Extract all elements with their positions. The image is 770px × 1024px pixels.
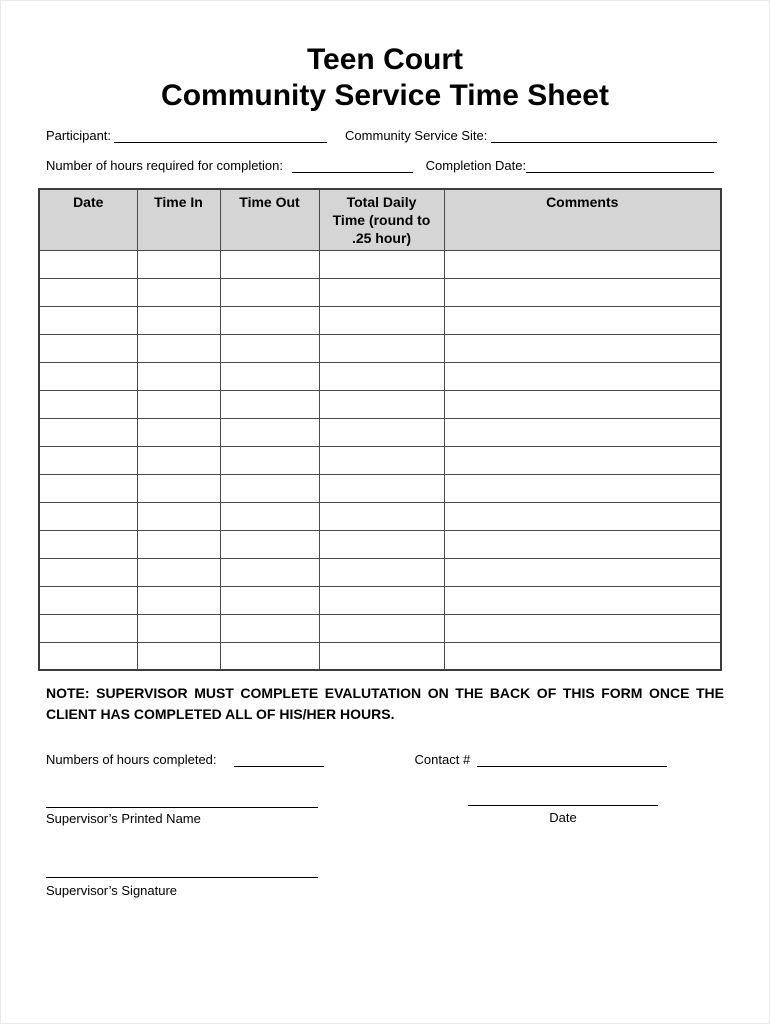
- table-cell-empty[interactable]: [444, 362, 721, 390]
- col-header-time-out: Time Out: [220, 189, 319, 250]
- table-cell-empty[interactable]: [444, 642, 721, 670]
- table-cell-empty[interactable]: [220, 418, 319, 446]
- table-cell-empty[interactable]: [137, 474, 220, 502]
- table-row: [39, 586, 721, 614]
- table-cell-empty[interactable]: [319, 502, 444, 530]
- table-cell-empty[interactable]: [220, 642, 319, 670]
- contact-number-label: Contact #: [414, 752, 471, 767]
- table-row: [39, 278, 721, 306]
- table-cell-empty[interactable]: [220, 306, 319, 334]
- hours-completed-field-line[interactable]: [234, 752, 324, 767]
- table-cell-empty[interactable]: [39, 474, 137, 502]
- table-cell-empty[interactable]: [39, 362, 137, 390]
- timesheet-body: [39, 250, 721, 670]
- table-cell-empty[interactable]: [137, 362, 220, 390]
- table-cell-empty[interactable]: [319, 558, 444, 586]
- table-cell-empty[interactable]: [220, 586, 319, 614]
- community-service-site-field-line[interactable]: [491, 128, 717, 143]
- table-cell-empty[interactable]: [39, 390, 137, 418]
- community-service-site-label: Community Service Site:: [345, 128, 488, 143]
- table-row: [39, 474, 721, 502]
- table-cell-empty[interactable]: [444, 334, 721, 362]
- table-row: [39, 614, 721, 642]
- table-cell-empty[interactable]: [39, 306, 137, 334]
- table-cell-empty[interactable]: [319, 614, 444, 642]
- hours-completed-row: [46, 752, 667, 767]
- supervisor-note: NOTE: SUPERVISOR MUST COMPLETE EVALUTATION ON THE BACK OF THIS FORM ONCE THE CLIENT HAS COMPLETED ALL OF HIS/HER HOURS.: [46, 685, 724, 722]
- form-title: [1, 42, 769, 114]
- table-cell-empty[interactable]: [444, 250, 721, 278]
- table-cell-empty[interactable]: [444, 586, 721, 614]
- completion-date-field-line[interactable]: [526, 158, 714, 173]
- table-cell-empty[interactable]: [137, 530, 220, 558]
- table-cell-empty[interactable]: [39, 334, 137, 362]
- table-cell-empty[interactable]: [444, 614, 721, 642]
- table-cell-empty[interactable]: [39, 614, 137, 642]
- printed-name-field-line[interactable]: [46, 807, 318, 808]
- table-row: [39, 250, 721, 278]
- table-cell-empty[interactable]: [39, 586, 137, 614]
- table-cell-empty[interactable]: [319, 278, 444, 306]
- participant-label: Participant:: [46, 128, 112, 143]
- table-cell-empty[interactable]: [220, 250, 319, 278]
- table-header-row: [39, 189, 721, 250]
- hours-required-row: [46, 158, 714, 173]
- table-cell-empty[interactable]: [319, 334, 444, 362]
- hours-completed-label: Numbers of hours completed:: [46, 752, 217, 767]
- form-title-line2: Community Service Time Sheet: [161, 79, 609, 112]
- participant-field-line[interactable]: [114, 128, 327, 143]
- table-row: [39, 530, 721, 558]
- table-cell-empty[interactable]: [319, 362, 444, 390]
- table-cell-empty[interactable]: [39, 278, 137, 306]
- table-cell-empty[interactable]: [220, 390, 319, 418]
- table-cell-empty[interactable]: [444, 502, 721, 530]
- table-cell-empty[interactable]: [39, 446, 137, 474]
- supervisor-signature-label: Supervisor’s Signature: [46, 883, 178, 898]
- table-cell-empty[interactable]: [137, 250, 220, 278]
- hours-required-field-line[interactable]: [292, 158, 413, 173]
- table-cell-empty[interactable]: [137, 306, 220, 334]
- date-field-line[interactable]: [468, 805, 658, 806]
- col-header-date: Date: [39, 189, 137, 250]
- table-cell-empty[interactable]: [220, 614, 319, 642]
- table-cell-empty[interactable]: [319, 530, 444, 558]
- completion-date-label: Completion Date:: [425, 158, 527, 173]
- table-cell-empty[interactable]: [137, 334, 220, 362]
- table-cell-empty[interactable]: [137, 586, 220, 614]
- hours-required-label: Number of hours required for completion:: [46, 158, 284, 173]
- form-title-line1: Teen Court: [306, 43, 464, 76]
- table-cell-empty[interactable]: [220, 558, 319, 586]
- table-cell-empty[interactable]: [444, 418, 721, 446]
- timesheet-table: [38, 188, 722, 671]
- table-cell-empty[interactable]: [444, 446, 721, 474]
- col-header-time-in: Time In: [137, 189, 220, 250]
- col-header-total-daily-time: Total Daily Time (round to .25 hour): [319, 189, 444, 250]
- table-row: [39, 390, 721, 418]
- table-cell-empty[interactable]: [319, 418, 444, 446]
- table-cell-empty[interactable]: [444, 390, 721, 418]
- table-cell-empty[interactable]: [444, 558, 721, 586]
- signature-field-line[interactable]: [46, 877, 318, 878]
- table-cell-empty[interactable]: [137, 614, 220, 642]
- table-cell-empty[interactable]: [319, 446, 444, 474]
- supervisor-printed-name-label: Supervisor’s Printed Name: [46, 811, 201, 826]
- table-cell-empty[interactable]: [137, 278, 220, 306]
- table-cell-empty[interactable]: [39, 530, 137, 558]
- table-row: [39, 502, 721, 530]
- table-cell-empty[interactable]: [137, 642, 220, 670]
- table-cell-empty[interactable]: [39, 558, 137, 586]
- table-cell-empty[interactable]: [319, 390, 444, 418]
- table-cell-empty[interactable]: [220, 502, 319, 530]
- table-row: [39, 418, 721, 446]
- table-cell-empty[interactable]: [319, 474, 444, 502]
- participant-row: [46, 128, 717, 143]
- table-cell-empty[interactable]: [137, 390, 220, 418]
- table-row: [39, 306, 721, 334]
- table-cell-empty[interactable]: [39, 250, 137, 278]
- table-cell-empty[interactable]: [39, 642, 137, 670]
- table-cell-empty[interactable]: [444, 306, 721, 334]
- table-cell-empty[interactable]: [220, 530, 319, 558]
- table-cell-empty[interactable]: [220, 278, 319, 306]
- table-cell-empty[interactable]: [137, 446, 220, 474]
- contact-number-field-line[interactable]: [477, 752, 667, 767]
- date-label: Date: [549, 810, 577, 825]
- table-cell-empty[interactable]: [319, 642, 444, 670]
- table-cell-empty[interactable]: [319, 586, 444, 614]
- col-header-comments: Comments: [444, 189, 721, 250]
- table-cell-empty[interactable]: [137, 502, 220, 530]
- table-cell-empty[interactable]: [137, 558, 220, 586]
- table-row: [39, 362, 721, 390]
- table-cell-empty[interactable]: [444, 278, 721, 306]
- table-row: [39, 642, 721, 670]
- table-cell-empty[interactable]: [137, 418, 220, 446]
- table-row: [39, 558, 721, 586]
- table-cell-empty[interactable]: [319, 306, 444, 334]
- table-cell-empty[interactable]: [220, 334, 319, 362]
- table-cell-empty[interactable]: [220, 446, 319, 474]
- table-row: [39, 334, 721, 362]
- table-cell-empty[interactable]: [39, 418, 137, 446]
- table-cell-empty[interactable]: [39, 502, 137, 530]
- table-cell-empty[interactable]: [220, 362, 319, 390]
- table-cell-empty[interactable]: [444, 474, 721, 502]
- table-cell-empty[interactable]: [220, 474, 319, 502]
- table-row: [39, 446, 721, 474]
- table-cell-empty[interactable]: [444, 530, 721, 558]
- table-cell-empty[interactable]: [319, 250, 444, 278]
